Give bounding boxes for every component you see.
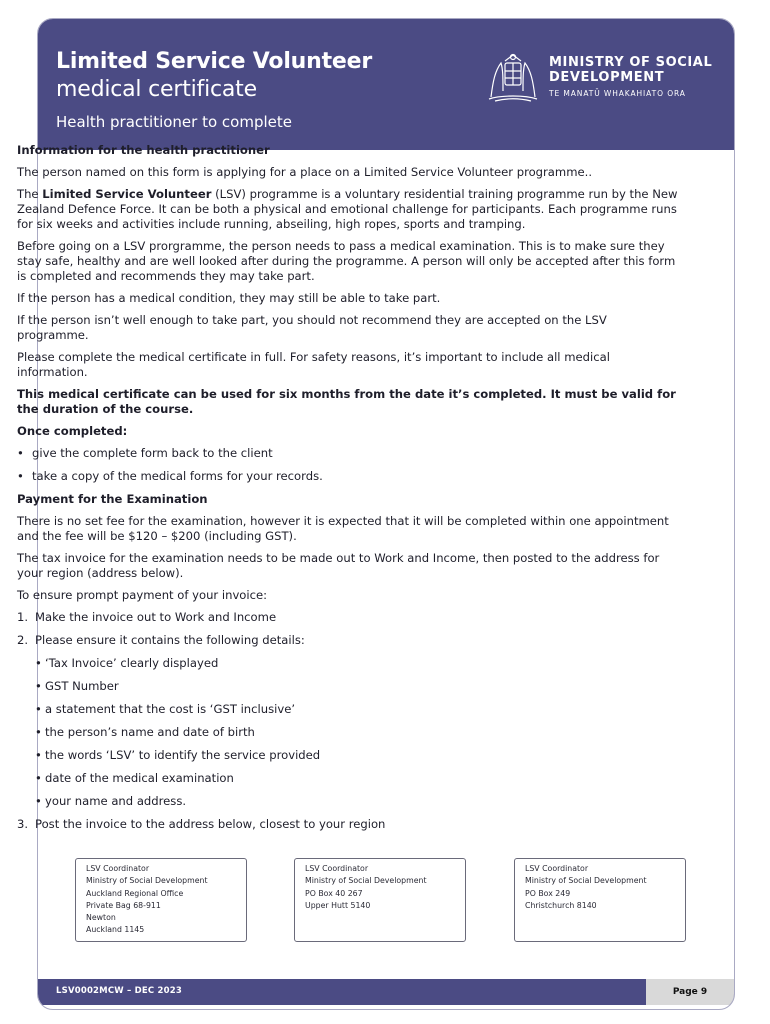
- address-line: PO Box 249: [525, 888, 571, 898]
- detail-item: [17, 748, 681, 763]
- address-line: Newton: [86, 913, 116, 923]
- medical-exam-paragraph: Before going on a LSV prorgramme, the person needs to pass a medical examination. This is to make sure they stay safe, healthy and are well looked after during the programme. A person will only be accepted after this form is completed and recommends they may take part.: [17, 239, 676, 283]
- validity-notice: This medical certificate can be used for six months from the date it’s completed. It must be valid for the duration of the course.: [17, 387, 676, 416]
- detail-text: ‘Tax Invoice’ clearly displayed: [45, 656, 219, 670]
- bullet-icon: •: [35, 771, 42, 785]
- bullet-icon: •: [35, 748, 42, 762]
- address-line: Ministry of Social Development: [525, 876, 647, 886]
- address-line: LSV Coordinator: [305, 864, 369, 873]
- step-text: Post the invoice to the address below, closest to your region: [35, 817, 386, 831]
- form-body: [17, 143, 681, 840]
- programme-name: Limited Service Volunteer: [42, 187, 212, 201]
- detail-item: [17, 725, 681, 740]
- bullet-icon: •: [35, 702, 42, 716]
- detail-text: the words ‘LSV’ to identify the service provided: [45, 748, 321, 762]
- audience-label: Health practitioner to complete: [56, 113, 292, 131]
- detail-text: the person’s name and date of birth: [45, 725, 255, 739]
- step-number: 1.: [17, 610, 29, 624]
- detail-text: your name and address.: [45, 794, 187, 808]
- address-line: Auckland Regional Office: [86, 888, 184, 898]
- bullet-icon: •: [35, 794, 42, 808]
- logo-tagline: TE MANATŪ WHAKAHIATO ORA: [549, 89, 686, 98]
- address-line: Private Bag 68-911: [86, 900, 161, 910]
- step-number: 3.: [17, 817, 29, 831]
- complete-in-full-paragraph: Please complete the medical certificate in full. For safety reasons, it’s important to include all medical information.: [17, 350, 610, 379]
- text-run: The: [17, 187, 43, 201]
- ministry-logo-text: [549, 55, 712, 85]
- address-line: PO Box 40 267: [305, 888, 363, 898]
- detail-item: [17, 656, 681, 671]
- step-text: Please ensure it contains the following details:: [35, 633, 305, 647]
- address-line: Ministry of Social Development: [86, 876, 208, 886]
- bullet-icon: •: [35, 656, 42, 670]
- logo-line-2: DEVELOPMENT: [549, 70, 665, 85]
- address-line: LSV Coordinator: [525, 864, 589, 873]
- detail-item: [17, 679, 681, 694]
- fee-paragraph: There is no set fee for the examination, however it is expected that it will be completed within one appointment and the fee will be $120 – $200 (including GST).: [17, 514, 669, 543]
- list-item: [17, 446, 681, 461]
- bullet-icon: •: [35, 725, 42, 739]
- detail-item: [17, 771, 681, 786]
- page-number: Page 9: [646, 979, 734, 1005]
- step-item: [17, 633, 681, 648]
- intro-paragraph: The person named on this form is applying for a place on a Limited Service Volunteer programme..: [17, 165, 592, 179]
- address-line: LSV Coordinator: [86, 864, 150, 873]
- step-item: [17, 610, 681, 625]
- list-item: [17, 469, 681, 484]
- address-line: Ministry of Social Development: [305, 876, 427, 886]
- lsv-description-paragraph: [17, 187, 681, 232]
- logo-line-1: MINISTRY OF SOCIAL: [549, 55, 713, 70]
- info-heading: Information for the health practitioner: [17, 143, 270, 157]
- once-completed-heading: Once completed:: [17, 424, 128, 438]
- prompt-payment-paragraph: To ensure prompt payment of your invoice:: [17, 588, 268, 602]
- list-item-text: give the complete form back to the client: [32, 446, 273, 460]
- step-item: [17, 817, 681, 832]
- payment-heading: Payment for the Examination: [17, 492, 208, 506]
- detail-text: date of the medical examination: [45, 771, 234, 785]
- not-recommend-paragraph: If the person isn’t well enough to take part, you should not recommend they are accepted on the LSV programme.: [17, 313, 607, 342]
- address-box-upper-hutt: [294, 858, 466, 942]
- list-item-text: take a copy of the medical forms for your records.: [32, 469, 323, 483]
- detail-item: [17, 794, 681, 809]
- address-line: Christchurch 8140: [525, 900, 597, 910]
- text-run: (LSV) programme is a voluntary residential training programme run by the New Zealand Defence Force. It can be both a physical and emotional challenge for participants. Each programme runs for six weeks and activities include running, abseiling, high ropes, sports and tramping.: [17, 187, 678, 231]
- detail-text: GST Number: [45, 679, 119, 693]
- form-subtitle-title: medical certificate: [56, 77, 257, 102]
- nz-coat-of-arms-icon: [485, 51, 541, 103]
- bullet-icon: •: [17, 446, 24, 460]
- tax-invoice-paragraph: The tax invoice for the examination needs to be made out to Work and Income, then posted to the address for your region (address below).: [17, 551, 660, 580]
- form-title: Limited Service Volunteer: [56, 49, 372, 74]
- address-box-auckland: [75, 858, 247, 942]
- bullet-icon: •: [17, 469, 24, 483]
- address-line: Upper Hutt 5140: [305, 900, 371, 910]
- detail-text: a statement that the cost is ‘GST inclusive’: [45, 702, 296, 716]
- bullet-icon: •: [35, 679, 42, 693]
- address-box-christchurch: [514, 858, 686, 942]
- header-banner: [38, 19, 734, 150]
- form-code: LSV0002MCW – DEC 2023: [56, 986, 182, 996]
- detail-item: [17, 702, 681, 717]
- address-line: Auckland 1145: [86, 925, 145, 935]
- step-number: 2.: [17, 633, 29, 647]
- step-text: Make the invoice out to Work and Income: [35, 610, 277, 624]
- medical-condition-paragraph: If the person has a medical condition, they may still be able to take part.: [17, 291, 441, 305]
